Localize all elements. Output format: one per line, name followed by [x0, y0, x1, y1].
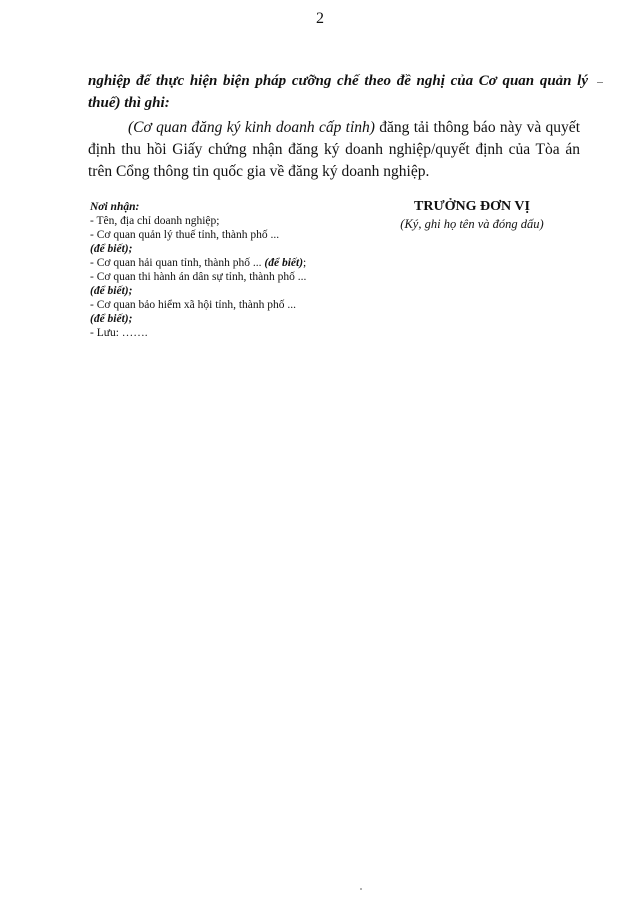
- for-info-note: (để biết);: [90, 243, 133, 255]
- for-info-note: (để biết): [264, 257, 304, 269]
- recipient-line: - Cơ quan thi hành án dân sự tỉnh, thành phố ...: [90, 271, 307, 283]
- issuing-authority-placeholder: (Cơ quan đăng ký kinh doanh cấp tỉnh): [128, 119, 375, 136]
- recipient-line: - Cơ quan quản lý thuế tỉnh, thành phố ...: [90, 229, 280, 241]
- scan-mark: [360, 888, 362, 890]
- body-paragraph: [88, 117, 580, 183]
- recipient-note: [90, 312, 350, 326]
- recipient-line: - Tên, địa chỉ doanh nghiệp;: [90, 215, 220, 227]
- page-number: 2: [316, 10, 324, 27]
- recipient-line: - Cơ quan bảo hiểm xã hội tỉnh, thành phố ...: [90, 299, 297, 311]
- recipient-text: - Cơ quan hải quan tỉnh, thành phố ...: [90, 257, 265, 269]
- recipient-line: [90, 256, 350, 270]
- recipient-note: [90, 242, 350, 256]
- signature-instruction: (Ký, ghi họ tên và đóng dấu): [400, 217, 544, 231]
- recipient-note: [90, 284, 350, 298]
- scan-mark: [597, 82, 603, 83]
- for-info-note: (để biết);: [90, 313, 133, 325]
- recipient-line: - Lưu: …….: [90, 327, 148, 339]
- paragraph-text: đăng tải thông báo này và quyết định thu hồi Giấy chứng nhận đăng ký doanh nghiệp/quyết định của Tòa án trên Cổng thông tin quốc gia về đăng ký doanh nghiệp.: [88, 119, 580, 180]
- recipient-end: ;: [303, 257, 307, 269]
- signature-block: [352, 198, 592, 232]
- recipients-heading: Nơi nhận:: [90, 201, 140, 213]
- continued-text: nghiệp để thực hiện biện pháp cưỡng chế theo đề nghị của Cơ quan quản lý thuế) thì ghi:: [88, 73, 588, 111]
- signer-title: TRƯỞNG ĐƠN VỊ: [414, 199, 530, 214]
- recipients-block: [90, 200, 350, 340]
- for-info-note: (để biết);: [90, 285, 133, 297]
